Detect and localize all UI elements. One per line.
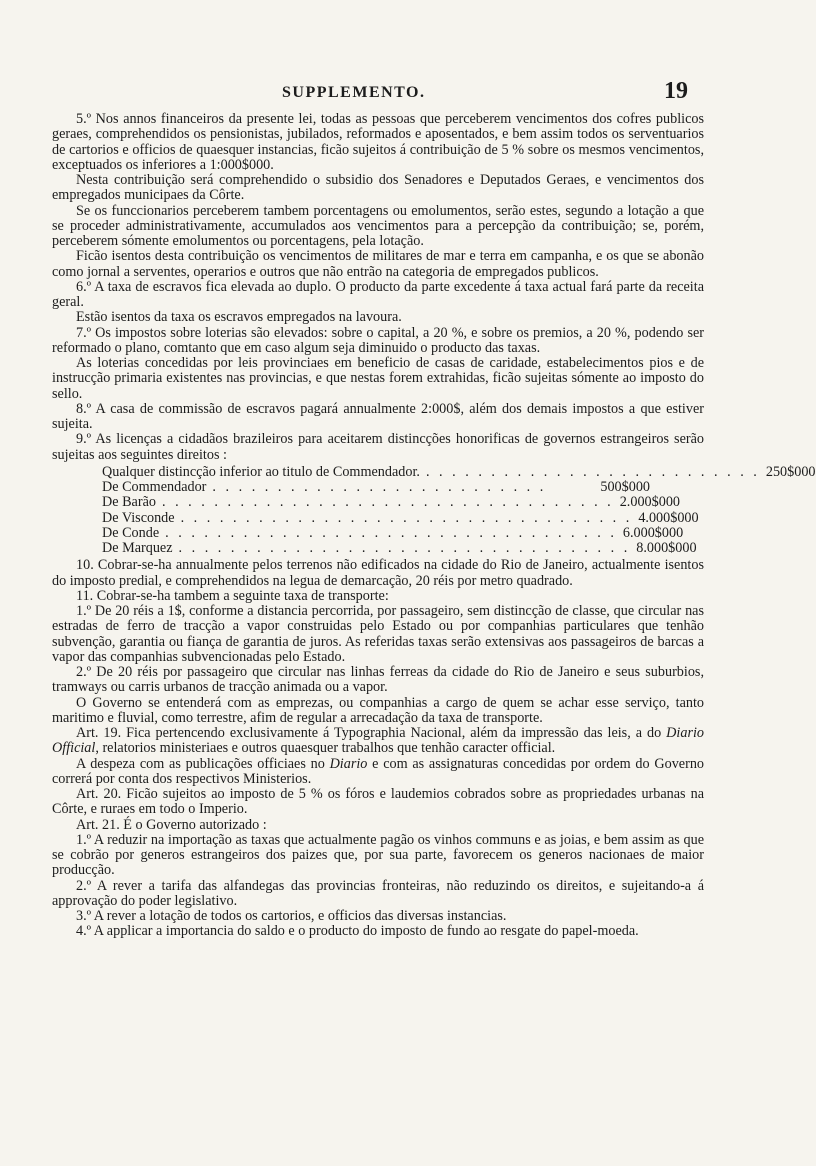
fees-table-row <box>102 494 680 511</box>
leader-dots: . . . . . . . . . . . . . . . . . . . . . . . . . . . . . . . . . . . <box>180 509 633 526</box>
fee-value: 250$000 <box>765 463 816 480</box>
paragraph: 10. Cobrar-se-ha annualmente pelos terrenos não edificados na cidade do Rio de Janeiro, actualmente isentos do imposto predial, e comprehendidos na legua de demarcação, 20 réis por metro quadrado. <box>52 557 704 589</box>
article-19-tail: , relatorios ministeriaes e outros quaesquer trabalhos que tenhão caracter official. <box>95 740 556 757</box>
fees-table-row <box>102 480 650 495</box>
fee-label: De Conde <box>102 524 160 541</box>
despeza-italic: Diario <box>329 755 368 772</box>
paragraph: 6.º A taxa de escravos fica elevada ao duplo. O producto da parte excedente á taxa actual fará parte da receita geral. <box>52 278 704 310</box>
body-text <box>52 111 816 940</box>
paragraph: Se os funccionarios perceberem tambem porcentagens ou emolumentos, serão estes, segundo a lotação a que se proceder administrativamente, accumulados aos vencimentos para a percepção da contribuição; se, porém, perceberem sómente emolumentos ou porcentagens, pela lotação. <box>52 202 704 249</box>
leader-dots: . . . . . . . . . . . . . . . . . . . . . . . . . . . . . . . . . . . <box>161 494 614 511</box>
article-19 <box>52 726 704 757</box>
paragraph: As loterias concedidas por leis provinciaes em beneficio de casas de caridade, estabelecimentos pios e de instrucção primaria existentes nas provincias, e que nestas forem extrahidas, ficão sujeitas sómente ao imposto do sello. <box>52 355 704 402</box>
despeza-tail: e com as assignaturas concedidas por ordem do Governo correrá por conta dos respectivos Ministerios. <box>52 755 705 787</box>
running-title: SUPPLEMENTO. <box>282 84 426 101</box>
paragraph: 1.º A reduzir na importação as taxas que actualmente pagão os vinhos communs e as joias, e bem assim as que se cobrão por generos estrangeiros dos paizes que, por sua parte, favorecem os generos nacionaes de maior producção. <box>52 831 704 879</box>
leader-dots: . . . . . . . . . . . . . . . . . . . . . . . . . . <box>425 463 760 480</box>
paragraph: 5.º Nos annos financeiros da presente lei, todas as pessoas que perceberem vencimentos dos cofres publicos geraes, comprehendidos os pensionistas, jubilados, reformados e aposentados, e bem assim todos os serventuarios de cartorios e officios de quaesquer instancias, ficão sujeitos á contribuição de 5 % sobre os mesmos vencimentos, exceptuados os inferiores a 1:000$000. <box>52 111 704 173</box>
paragraph: 8.º A casa de commissão de escravos pagará annualmente 2:000$, além dos demais impostos a que estiver sujeita. <box>52 400 704 432</box>
paragraph: Nesta contribuição será comprehendido o subsidio dos Senadores e Deputados Geraes, e vencimentos dos empregados municipaes da Côrte. <box>52 172 704 204</box>
paragraph: Art. 21. É o Governo autorizado : <box>76 816 267 833</box>
fees-table-row <box>102 509 699 526</box>
fees-table-row <box>102 524 684 541</box>
page-number: 19 <box>664 78 688 104</box>
fee-label: De Barão <box>102 494 156 511</box>
article-19-lead: Art. 19. Fica pertencendo exclusivamente á Typographia Nacional, além da impressão das leis, a do <box>76 725 667 741</box>
leader-dots: . . . . . . . . . . . . . . . . . . . . . . . . . . . . . . . . . . . <box>165 524 617 541</box>
leader-dots: . . . . . . . . . . . . . . . . . . . . . . . . . . . . . . . . . . . <box>178 540 631 556</box>
paragraph: Ficão isentos desta contribuição os vencimentos de militares de mar e terra em campanha, e os que se abonão como jornal a serventes, operarios e outros que não entrão na categoria de empregados publicos. <box>52 248 704 280</box>
paragraph: 4.º A applicar a importancia do saldo e o producto do imposto de fundo ao resgate do papel-moeda. <box>76 923 639 940</box>
paragraph: 9.º As licenças a cidadãos brazileiros para aceitarem distincções honorificas de governos estrangeiros serão sujeitas aos seguintes direitos : <box>52 431 704 463</box>
fee-value: 6.000$000 <box>622 524 684 541</box>
fees-table <box>102 463 816 557</box>
despeza-paragraph <box>52 757 704 788</box>
fees-table-row <box>102 540 697 556</box>
page-header <box>0 78 768 112</box>
paragraph: 7.º Os impostos sobre loterias são elevados: sobre o capital, a 20 %, e sobre os premios, a 20 %, podendo ser reformado o plano, comtanto que em caso algum seja diminuido o producto das taxas. <box>52 324 704 356</box>
paragraph: O Governo se entenderá com as emprezas, ou companhias a cargo de quem se achar esse serviço, tanto maritimo e fluvial, como terrestre, afim de regular a arrecadação da taxa de transporte. <box>52 694 704 726</box>
despeza-lead: A despeza com as publicações officiaes no <box>76 755 330 772</box>
fees-table-row <box>102 463 816 480</box>
fee-value: 4.000$000 <box>638 509 699 526</box>
fee-value: 2.000$000 <box>619 494 680 511</box>
paragraph: 3.º A rever a lotação de todos os cartorios, e officios das diversas instancias. <box>76 908 507 924</box>
fee-label: De Commendador <box>102 479 207 495</box>
fee-label: Qualquer distincção inferior ao titulo de Commendador. <box>102 463 420 480</box>
paragraph: 2.º De 20 réis por passageiro que circular nas linhas ferreas da cidade do Rio de Janeiro e seus suburbios, tramways ou carris urbanos de tracção animada ou a vapor. <box>52 664 704 696</box>
paragraph: Art. 20. Ficão sujeitos ao imposto de 5 % os fóros e laudemios cobrados sobre as propriedades urbanas na Côrte, e ruraes em todo o Imperio. <box>52 786 704 818</box>
fee-label: De Marquez <box>102 540 173 556</box>
fee-value: 8.000$000 <box>636 540 697 556</box>
paragraph: 11. Cobrar-se-ha tambem a seguinte taxa de transporte: <box>76 587 389 604</box>
leader-dots: . . . . . . . . . . . . . . . . . . . . . . . . . . <box>212 479 547 495</box>
fee-value: 500$000 <box>600 479 650 495</box>
article-19-italic: Diario Official <box>52 725 704 757</box>
paragraph: 1.º De 20 réis a 1$, conforme a distancia percorrida, por passageiro, sem distincção de classe, que circular nas estradas de ferro de tracção a vapor construidas pelo Estado ou por companhias particulares que tenhão subvenção, garantia ou fiança de garantia de juros. As referidas taxas serão extensivas aos passageiros de barcas a vapor das companhias subvencionadas pelo Estado. <box>52 603 704 665</box>
paragraph: Estão isentos da taxa os escravos empregados na lavoura. <box>76 309 402 326</box>
fee-label: De Visconde <box>102 509 175 526</box>
paragraph: 2.º A rever a tarifa das alfandegas das provincias fronteiras, não reduzindo os direitos, e sujeitando-a á approvação do poder legislativo. <box>52 877 704 909</box>
